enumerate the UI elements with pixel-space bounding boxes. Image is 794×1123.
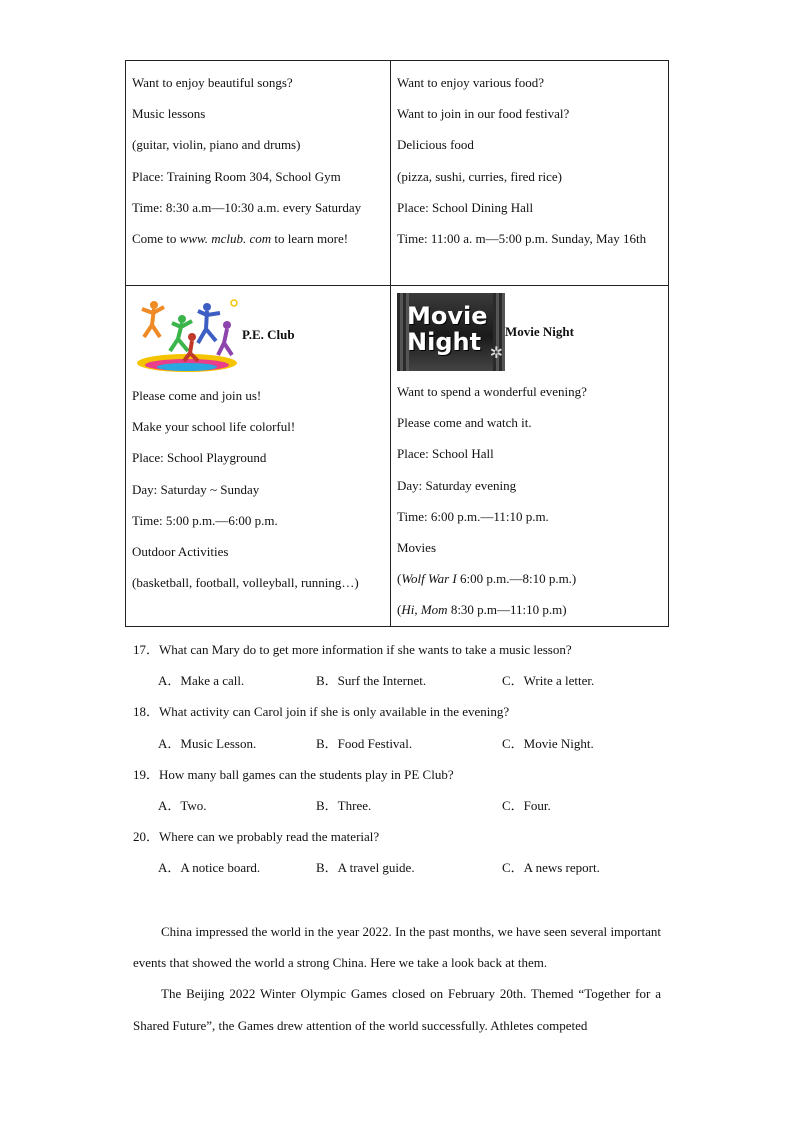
- film-time: 6:00 p.m.—8:10 p.m.): [456, 571, 577, 587]
- movie-line: Day: Saturday evening: [397, 477, 517, 493]
- question-options: [133, 852, 673, 883]
- pe-header: [132, 292, 384, 378]
- movie-film-line: (Wolf War I 6:00 p.m.—8:10 p.m.): [397, 571, 577, 587]
- film-title: Wolf War I: [401, 571, 457, 587]
- pe-club-title: P.E. Club: [242, 327, 295, 342]
- music-line: Time: 8:30 a.m—10:30 a.m. every Saturday: [132, 199, 362, 215]
- movie-image-text: [407, 303, 488, 355]
- question-stem: 20．Where can we probably read the material?: [133, 829, 380, 845]
- movie-line: Place: School Hall: [397, 446, 494, 462]
- option-a: A．A notice board.: [158, 860, 261, 876]
- questions: [133, 634, 673, 884]
- film-time: 8:30 p.m—11:10 p.m): [447, 602, 567, 618]
- pe-line: Outdoor Activities: [132, 543, 229, 559]
- food-line: Delicious food: [397, 137, 474, 153]
- question-stem: 17．What can Mary do to get more information if she wants to take a music lesson?: [133, 642, 572, 657]
- option-a: A．Music Lesson.: [158, 735, 257, 751]
- food-line: Place: School Dining Hall: [397, 199, 534, 215]
- option-b: B．Food Festival.: [316, 735, 413, 751]
- option-b: B．Three.: [316, 797, 372, 813]
- music-come-suffix: to learn more!: [271, 230, 349, 246]
- film-title: Hi, Mom: [401, 602, 448, 618]
- option-c: C．Movie Night.: [502, 735, 594, 751]
- movie-line: Want to spend a wonderful evening?: [397, 384, 587, 399]
- reading-passage: [133, 916, 661, 1041]
- option-a: A．Make a call.: [158, 673, 245, 689]
- film-reel-icon: ✲: [489, 345, 503, 362]
- food-line: Time: 11:00 a. m—5:00 p.m. Sunday, May 16th: [397, 230, 647, 246]
- option-b: B．A travel guide.: [316, 860, 415, 876]
- music-cell: [126, 61, 391, 286]
- movie-night-title: Movie Night: [505, 324, 574, 339]
- music-line: Want to enjoy beautiful songs?: [132, 75, 293, 90]
- question-options: [133, 790, 673, 821]
- passage-paragraph: China impressed the world in the year 2022. In the past months, we have seen several important events that showed the world a strong China. Here we take a look back at them.: [133, 924, 661, 971]
- pe-line: Day: Saturday ~ Sunday: [132, 481, 260, 497]
- pe-line: Please come and join us!: [132, 388, 262, 403]
- option-c: C．Four.: [502, 797, 551, 813]
- pe-line: (basketball, football, volleyball, running…): [132, 575, 359, 591]
- food-line: Want to join in our food festival?: [397, 106, 570, 122]
- pe-line: Time: 5:00 p.m.—6:00 p.m.: [132, 512, 278, 528]
- pe-club-image: [132, 297, 242, 373]
- movie-night-image: [397, 293, 505, 371]
- option-a: A．Two.: [158, 797, 207, 813]
- food-cell: [391, 61, 669, 286]
- food-line: Want to enjoy various food?: [397, 75, 544, 90]
- movie-line: Time: 6:00 p.m.—11:10 p.m.: [397, 508, 549, 524]
- music-url: www. mclub. com: [179, 230, 272, 246]
- option-c: C．Write a letter.: [502, 673, 595, 689]
- movie-film-line: (Hi, Mom 8:30 p.m—11:10 p.m): [397, 602, 567, 618]
- music-come-line: [132, 223, 384, 254]
- food-line: (pizza, sushi, curries, fired rice): [397, 168, 562, 184]
- movie-image-word: Movie: [407, 302, 488, 330]
- music-line: (guitar, violin, piano and drums): [132, 137, 301, 153]
- movie-header: [397, 292, 662, 372]
- movie-cell: [391, 286, 669, 627]
- question-options: [133, 728, 673, 759]
- option-c: C．A news report.: [502, 860, 600, 876]
- pe-line: Make your school life colorful!: [132, 419, 296, 435]
- notice-table: [125, 60, 669, 627]
- movie-line: Movies: [397, 539, 436, 555]
- pe-line: Place: School Playground: [132, 450, 267, 466]
- question-stem: 19．How many ball games can the students play in PE Club?: [133, 766, 454, 782]
- passage-paragraph: The Beijing 2022 Winter Olympic Games closed on February 20th. Themed “Together for a Shared Future”, the Games drew attention of the world successfully. Athletes competed: [133, 986, 661, 1033]
- movie-image-word: Night: [407, 328, 482, 356]
- movie-line: Please come and watch it.: [397, 415, 532, 431]
- music-come-prefix: Come to: [132, 230, 180, 246]
- music-line: Music lessons: [132, 106, 206, 122]
- music-line: Place: Training Room 304, School Gym: [132, 168, 341, 184]
- pe-cell: [126, 286, 391, 627]
- question-stem: 18．What activity can Carol join if she is only available in the evening?: [133, 704, 510, 720]
- question-options: [133, 665, 673, 696]
- option-b: B．Surf the Internet.: [316, 673, 427, 689]
